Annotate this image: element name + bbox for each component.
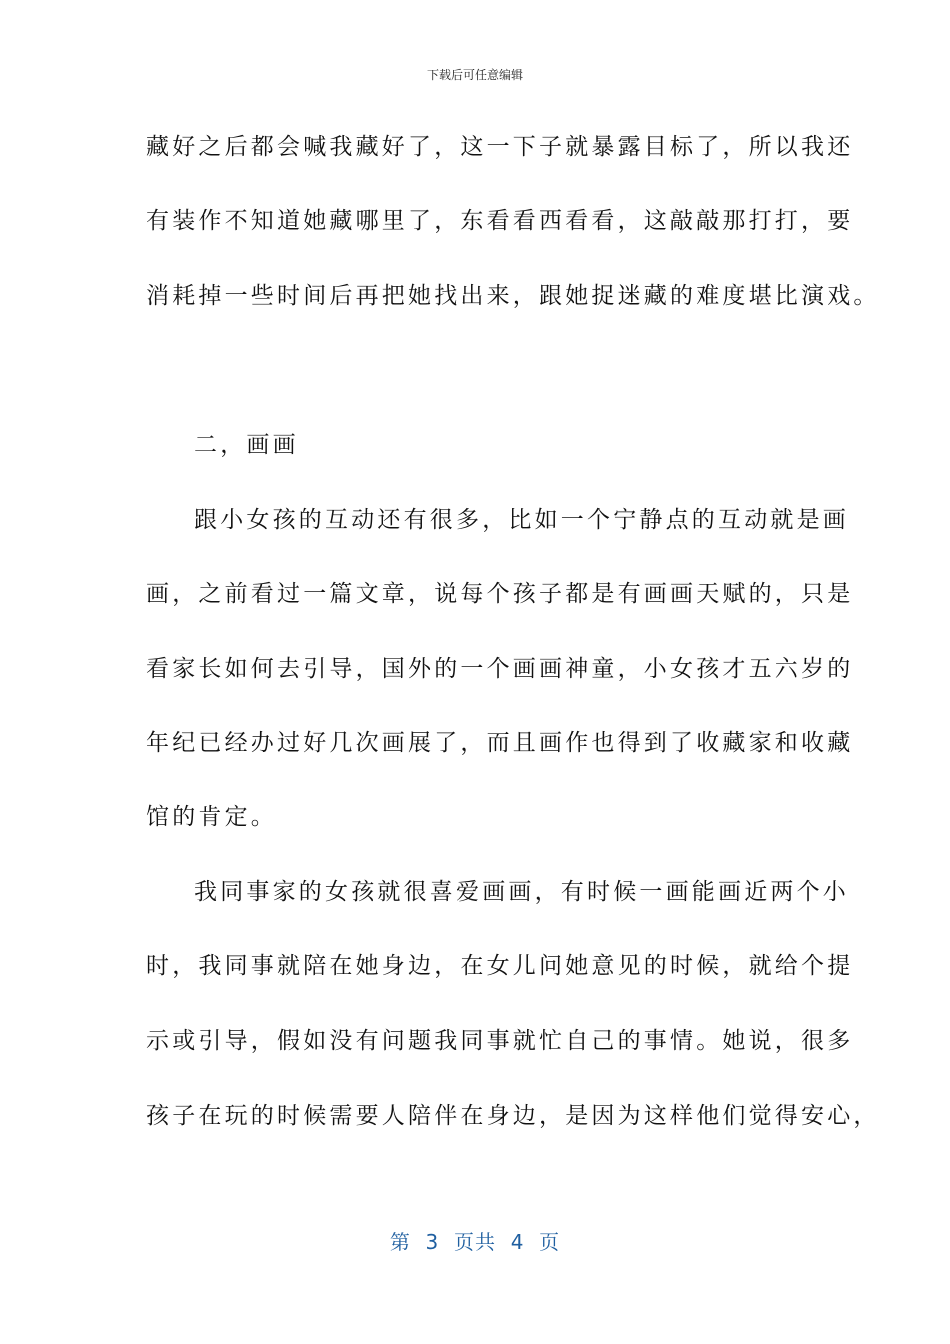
page-header: 下载后可任意编辑	[426, 68, 523, 82]
body-line: 画，之前看过一篇文章，说每个孩子都是有画画天赋的，只是	[146, 581, 854, 607]
section-heading: 二，画画	[194, 432, 299, 458]
body-line: 年纪已经办过好几次画展了，而且画作也得到了收藏家和收藏	[146, 730, 854, 756]
body-line: 有装作不知道她藏哪里了，东看看西看看，这敲敲那打打，要	[146, 208, 854, 234]
body-line: 馆的肯定。	[146, 804, 277, 830]
body-line: 看家长如何去引导，国外的一个画画神童，小女孩才五六岁的	[146, 656, 854, 682]
body-line: 我同事家的女孩就很喜爱画画，有时候一画能画近两个小	[194, 879, 849, 905]
body-line: 跟小女孩的互动还有很多，比如一个宁静点的互动就是画	[194, 507, 849, 533]
page-number-footer: 第 3 页共 4 页	[389, 1230, 561, 1254]
body-line: 时，我同事就陪在她身边，在女儿问她意见的时候，就给个提	[146, 953, 854, 979]
body-line: 消耗掉一些时间后再把她找出来，跟她捉迷藏的难度堪比演戏。	[146, 283, 880, 309]
body-line: 孩子在玩的时候需要人陪伴在身边，是因为这样他们觉得安心，	[146, 1103, 880, 1129]
body-line: 藏好之后都会喊我藏好了，这一下子就暴露目标了，所以我还	[146, 134, 854, 160]
body-line: 示或引导，假如没有问题我同事就忙自己的事情。她说，很多	[146, 1028, 854, 1054]
